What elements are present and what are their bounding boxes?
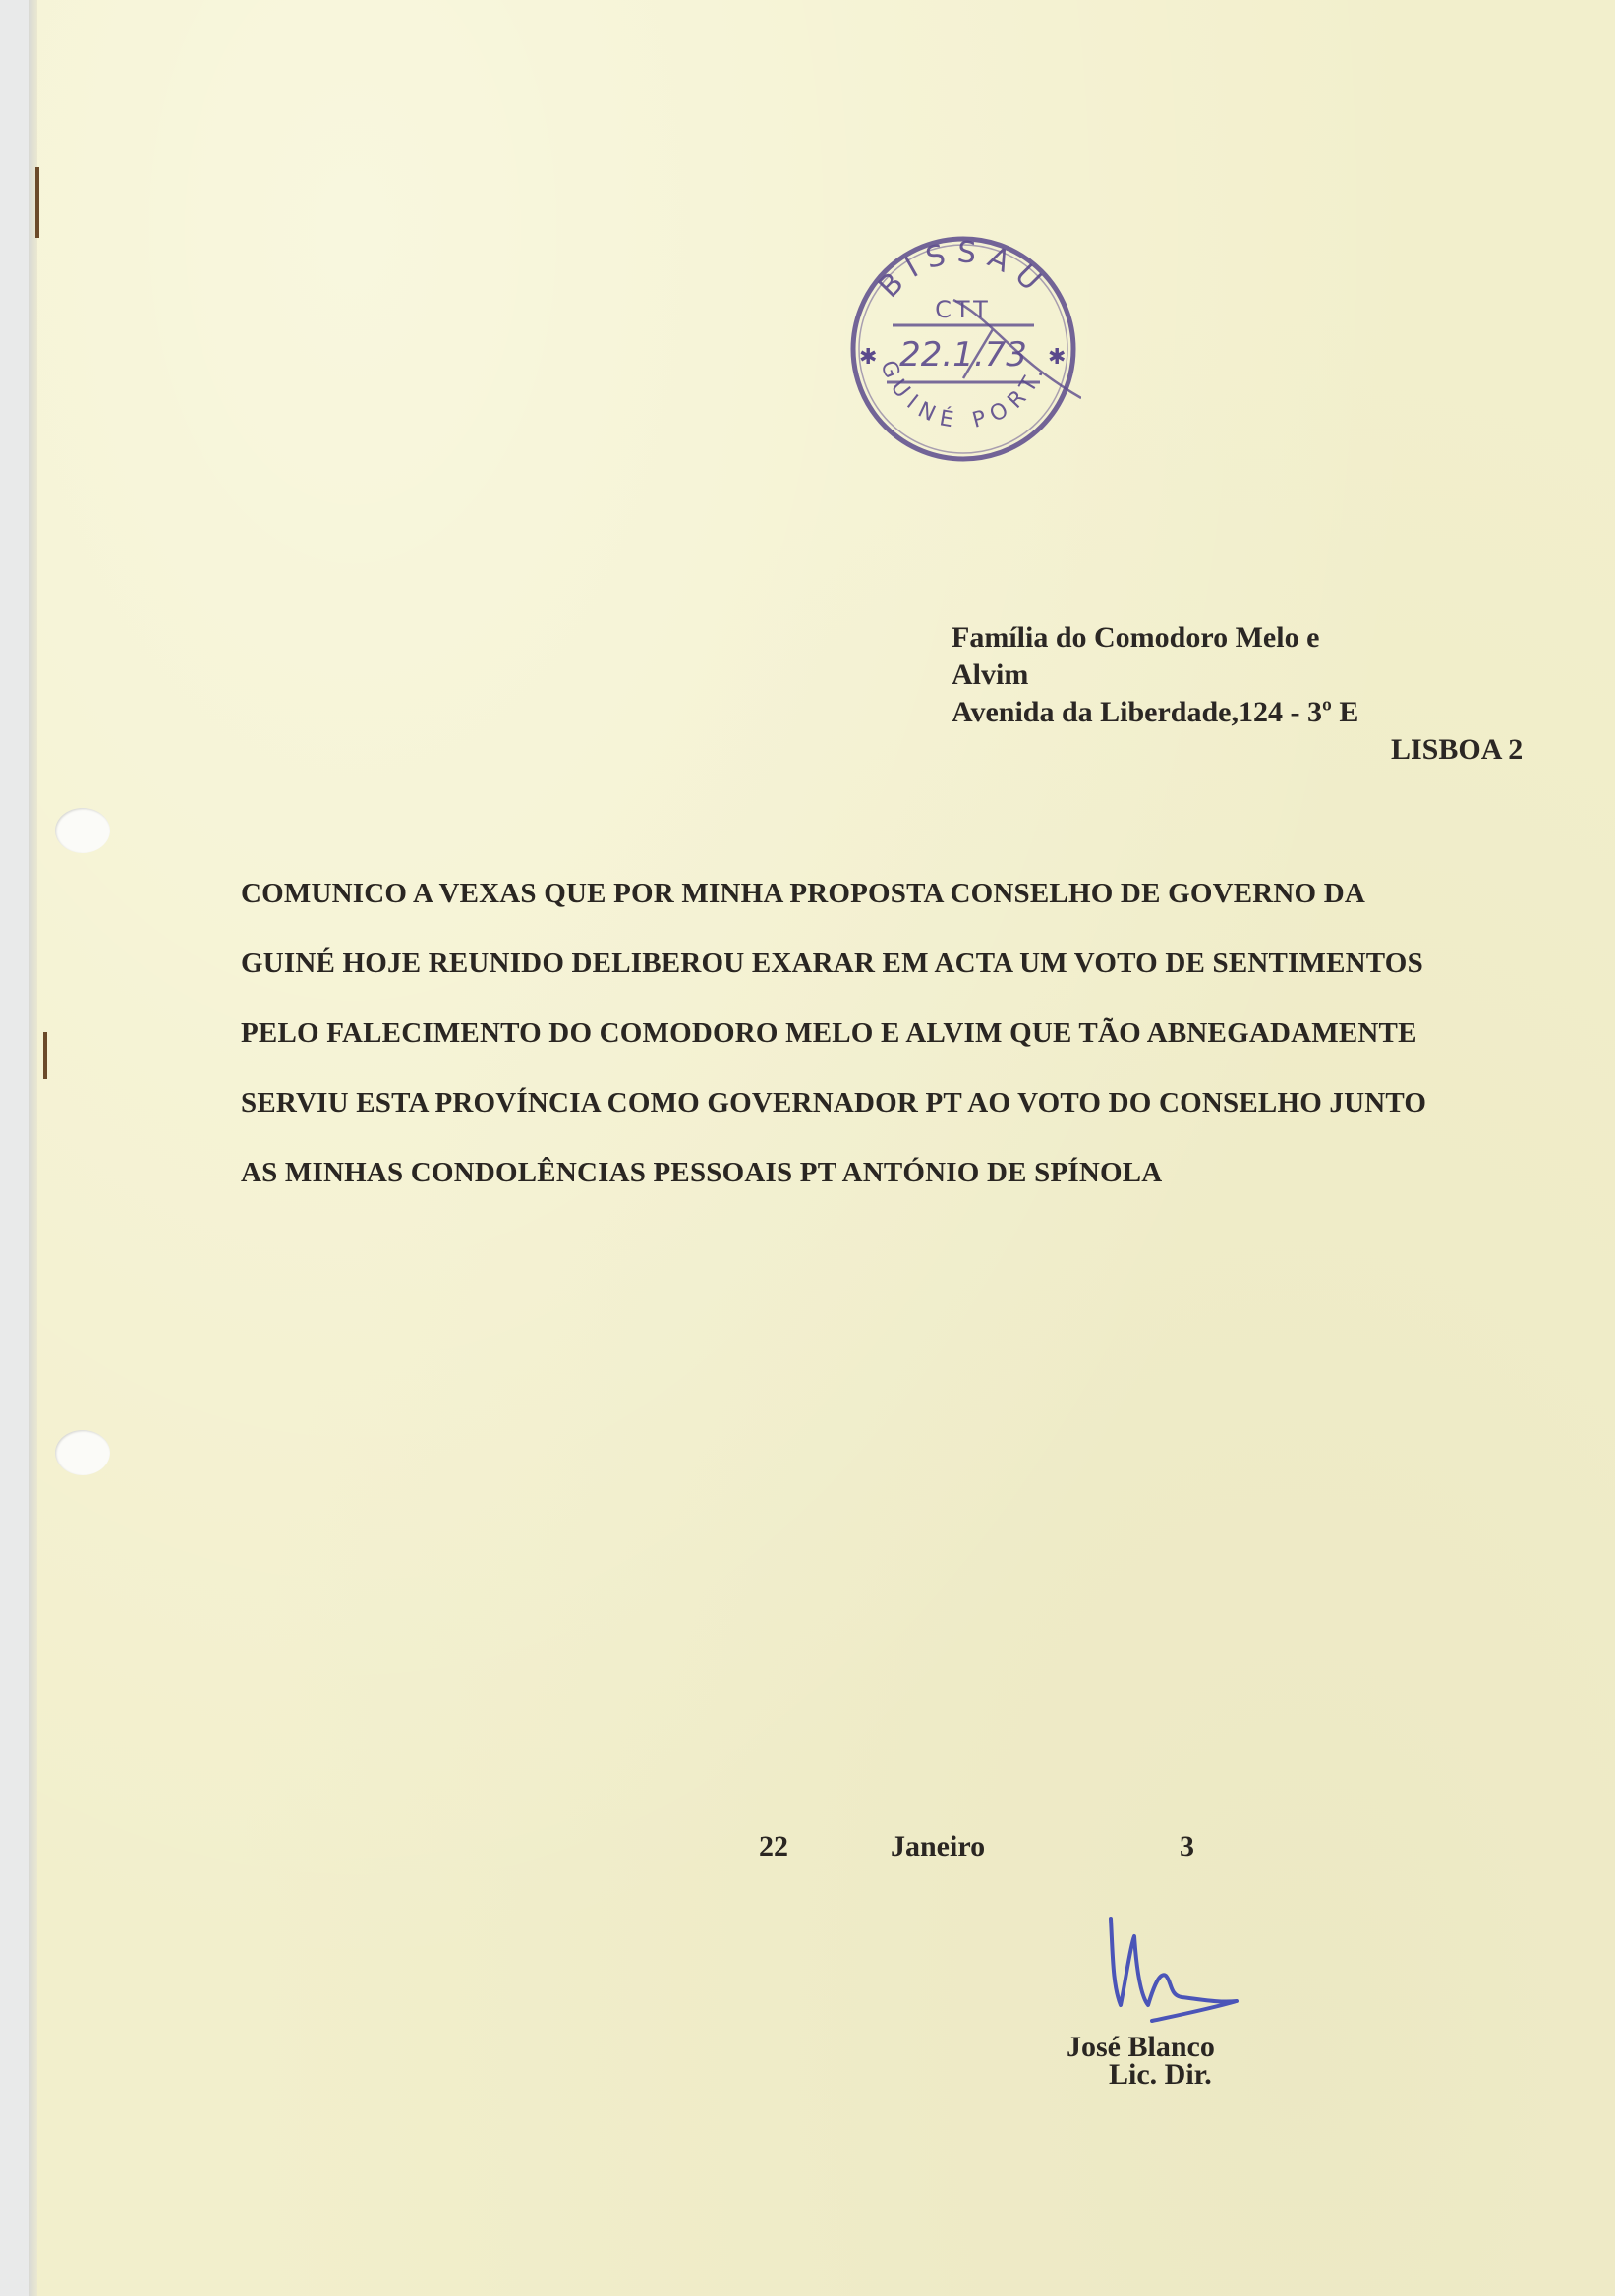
punch-hole xyxy=(55,808,110,853)
date-day: 22 xyxy=(759,1830,788,1863)
date-month: Janeiro xyxy=(891,1830,986,1863)
message-line: PELO FALECIMENTO DO COMODORO MELO E ALVIM QUE TÃO ABNEGADAMENTE xyxy=(241,1017,1417,1049)
message-line: COMUNICO A VEXAS QUE POR MINHA PROPOSTA CONSELHO DE GOVERNO DA xyxy=(241,878,1366,909)
star-icon: ✱ xyxy=(859,345,878,370)
punch-hole xyxy=(55,1430,110,1475)
recipient-street: Avenida da Liberdade,124 - 3º E xyxy=(952,696,1359,728)
signatory-name: José Blanco xyxy=(1067,2031,1215,2063)
recipient-line: Alvim xyxy=(952,659,1029,691)
recipient-address xyxy=(952,619,1523,769)
margin-mark xyxy=(35,167,39,238)
date-year: 3 xyxy=(1180,1830,1194,1863)
message-line: SERVIU ESTA PROVÍNCIA COMO GOVERNADOR PT AO VOTO DO CONSELHO JUNTO xyxy=(241,1087,1427,1119)
margin-mark xyxy=(43,1032,47,1079)
recipient-city: LISBOA 2 xyxy=(1391,733,1524,766)
stamp-bottom-text: GUINÉ PORT. xyxy=(875,357,1052,434)
postmark-stamp xyxy=(845,231,1081,467)
handwritten-signature xyxy=(1101,1907,1248,2035)
stamp-top-text: BISSAU xyxy=(872,235,1055,306)
message-line: GUINÉ HOJE REUNIDO DELIBEROU EXARAR EM ACTA UM VOTO DE SENTIMENTOS xyxy=(241,947,1423,979)
signatory-title: Lic. Dir. xyxy=(1109,2058,1212,2091)
recipient-line: Família do Comodoro Melo e xyxy=(952,621,1320,654)
message-body xyxy=(241,859,1538,1208)
svg-text:BISSAU xyxy=(872,235,1055,305)
stamp-center-code: CTT xyxy=(935,296,992,323)
message-line: AS MINHAS CONDOLÊNCIAS PESSOAIS PT ANTÓNIO DE SPÍNOLA xyxy=(241,1157,1163,1188)
star-icon: ✱ xyxy=(1048,345,1067,370)
stamp-date: 22.1.73 xyxy=(899,335,1027,374)
